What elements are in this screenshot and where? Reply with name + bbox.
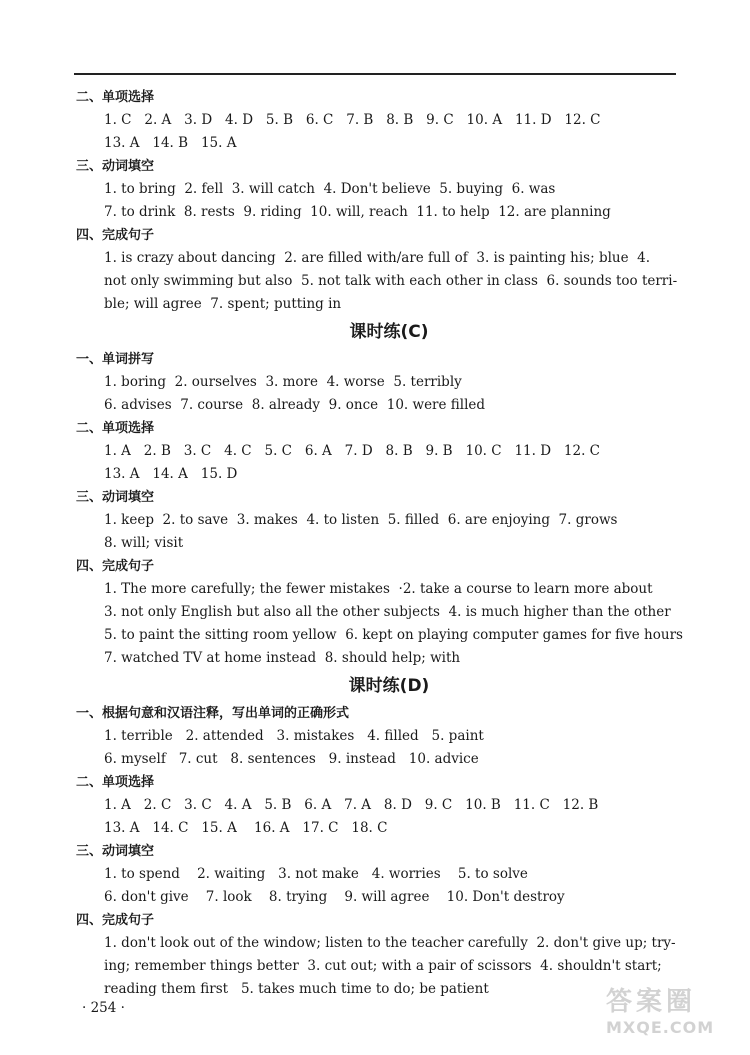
answer-line: 1. terrible 2. attended 3. mistakes 4. filled 5. paint bbox=[104, 728, 484, 744]
answer-line: 13. A 14. B 15. A bbox=[104, 135, 237, 151]
section-heading: 二、单项选择 bbox=[76, 775, 155, 790]
answer-line: 1. A 2. B 3. C 4. C 5. C 6. A 7. D 8. B 9. B 10. C 11. D 12. C bbox=[104, 443, 600, 459]
answer-line: 6. advises 7. course 8. already 9. once 10. were filled bbox=[104, 397, 486, 413]
answer-line: 1. C 2. A 3. D 4. D 5. B 6. C 7. B 8. B 9. C 10. A 11. D 12. C bbox=[104, 112, 601, 128]
answer-line: 13. A 14. C 15. A 16. A 17. C 18. C bbox=[104, 820, 388, 836]
section-heading: 一、根据句意和汉语注释，写出单词的正确形式 bbox=[76, 706, 350, 721]
answer-content bbox=[74, 86, 684, 1001]
section-heading: 三、动词填空 bbox=[76, 490, 155, 505]
answer-line: 6. don't give 7. look 8. trying 9. will agree 10. Don't destroy bbox=[104, 889, 565, 905]
top-rule bbox=[74, 73, 676, 75]
answer-line: 1. A 2. C 3. C 4. A 5. B 6. A 7. A 8. D 9. C 10. B 11. C 12. B bbox=[104, 797, 599, 813]
section-heading: 二、单项选择 bbox=[76, 90, 155, 105]
answer-line: 1. is crazy about dancing 2. are filled with/are full of 3. is painting his; blue 4. bbox=[104, 250, 651, 266]
lesson-title: 课时练(C) bbox=[349, 322, 429, 342]
answer-line: 1. The more carefully; the fewer mistakes ·2. take a course to learn more about bbox=[104, 581, 653, 597]
answer-line: 7. watched TV at home instead 8. should help; with bbox=[104, 650, 461, 666]
answer-line: 8. will; visit bbox=[104, 535, 184, 551]
section-heading: 三、动词填空 bbox=[76, 159, 155, 174]
watermark-text-bottom: MXQE.COM bbox=[606, 1018, 715, 1037]
section-heading: 二、单项选择 bbox=[76, 421, 155, 436]
answer-line: 5. to paint the sitting room yellow 6. kept on playing computer games for five hours bbox=[104, 627, 683, 643]
watermark-logo bbox=[606, 981, 732, 1041]
answer-line: ble; will agree 7. spent; putting in bbox=[104, 296, 342, 312]
answer-line: 6. myself 7. cut 8. sentences 9. instead 10. advice bbox=[104, 751, 479, 767]
answer-line: 1. don't look out of the window; listen to the teacher carefully 2. don't give up; try- bbox=[104, 935, 676, 951]
answer-line: 13. A 14. A 15. D bbox=[104, 466, 238, 482]
answer-line: 7. to drink 8. rests 9. riding 10. will, reach 11. to help 12. are planning bbox=[104, 204, 611, 220]
watermark-text-top: 答案圈 bbox=[606, 987, 697, 1017]
answer-line: 1. keep 2. to save 3. makes 4. to listen 5. filled 6. are enjoying 7. grows bbox=[104, 512, 618, 528]
page-number: · 254 · bbox=[82, 1000, 125, 1016]
answer-line: ing; remember things better 3. cut out; with a pair of scissors 4. shouldn't start; bbox=[104, 958, 662, 974]
answer-line: 1. to spend 2. waiting 3. not make 4. worries 5. to solve bbox=[104, 866, 528, 882]
section-heading: 四、完成句子 bbox=[76, 913, 155, 928]
section-heading: 三、动词填空 bbox=[76, 844, 155, 859]
answer-line: 1. to bring 2. fell 3. will catch 4. Don't believe 5. buying 6. was bbox=[104, 181, 556, 197]
section-heading: 一、单词拼写 bbox=[76, 352, 155, 367]
answer-line: not only swimming but also 5. not talk with each other in class 6. sounds too terri- bbox=[104, 273, 678, 289]
section-heading: 四、完成句子 bbox=[76, 559, 155, 574]
answer-line: 1. boring 2. ourselves 3. more 4. worse 5. terribly bbox=[104, 374, 462, 390]
answer-line: 3. not only English but also all the other subjects 4. is much higher than the other bbox=[104, 604, 671, 620]
section-heading: 四、完成句子 bbox=[76, 228, 155, 243]
answer-line: reading them first 5. takes much time to do; be patient bbox=[104, 981, 489, 997]
lesson-title: 课时练(D) bbox=[348, 676, 430, 696]
